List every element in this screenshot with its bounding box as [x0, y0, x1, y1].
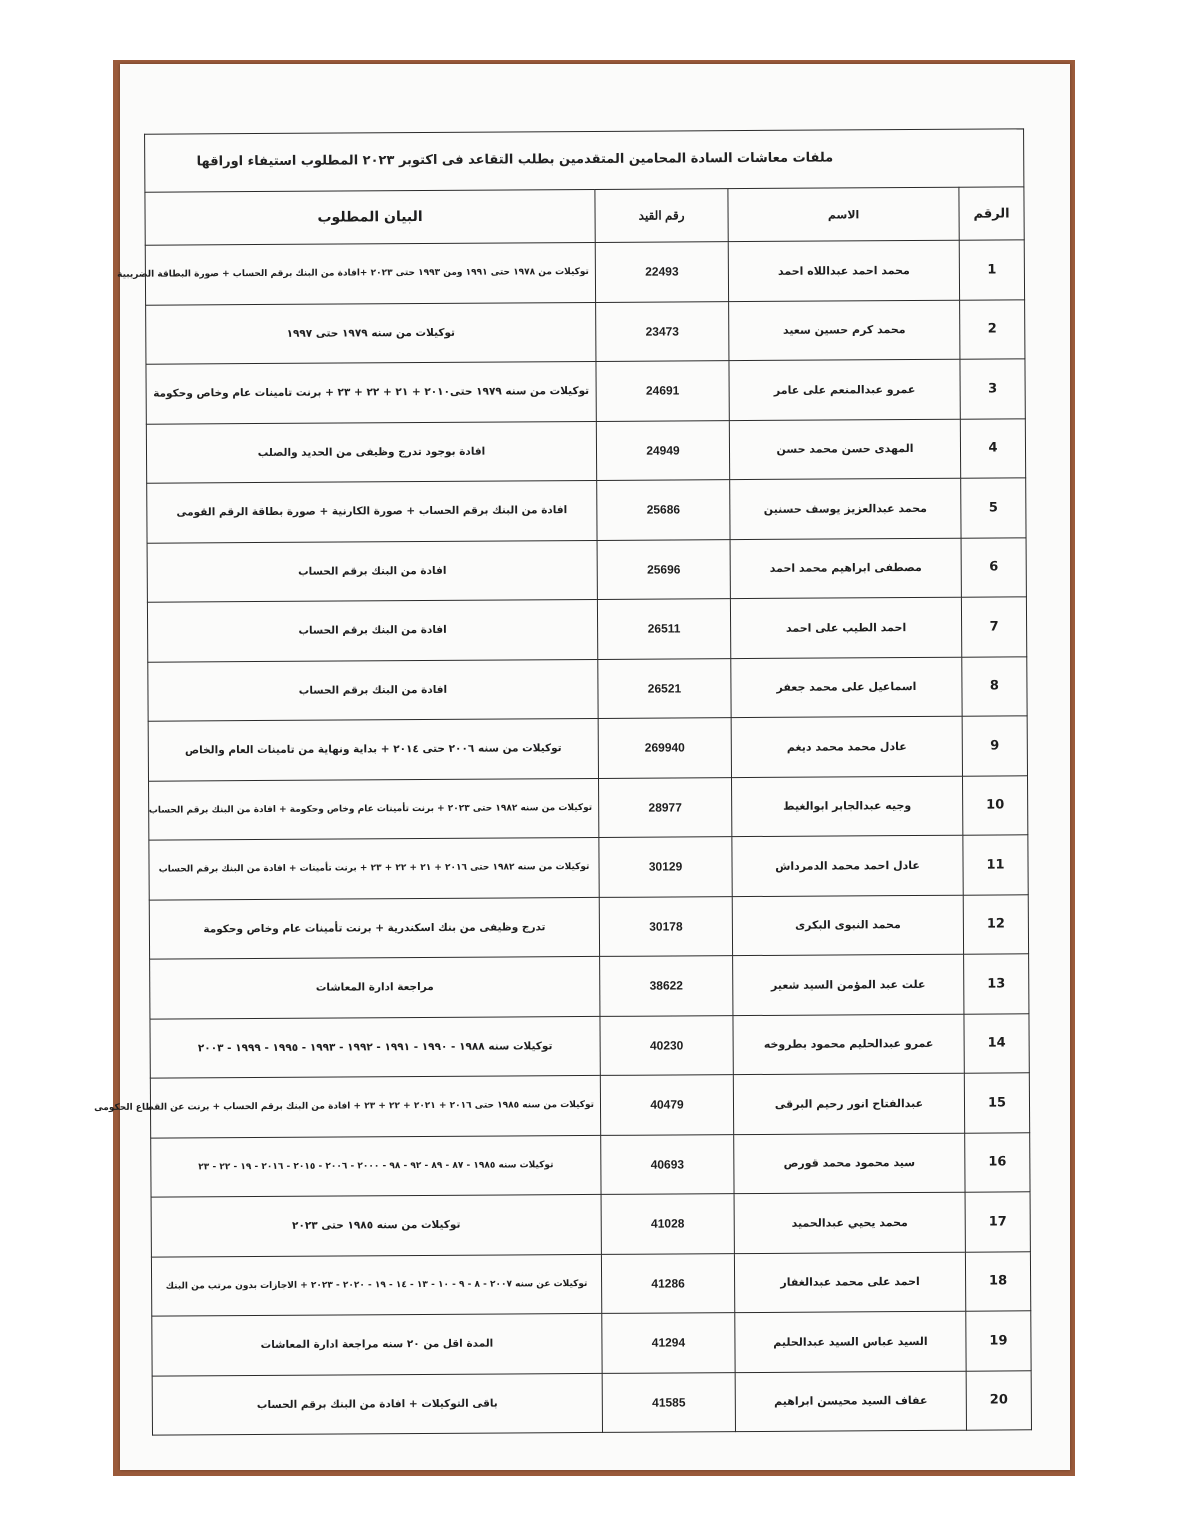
row-registration: 30178: [599, 896, 732, 956]
row-required: توكيلات من سنه ٢٠٠٦ حتى ٢٠١٤ + بداية ونهاية من تامينات العام والخاص: [148, 718, 598, 780]
table-row: [149, 775, 1028, 840]
row-name: عادل احمد محمد الدمرداش: [732, 835, 963, 896]
header-registration: رقم القيد: [595, 189, 728, 243]
row-number: 6: [961, 537, 1026, 597]
row-registration: 25686: [597, 480, 730, 540]
table-row: [148, 656, 1027, 721]
row-required: توكيلات سنه ١٩٨٥ - ٨٧ - ٨٩ - ٩٢ - ٩٨ - ٢٠٠٠ - ٢٠٠٦ - ٢٠١٥ - ٢٠١٦ - ١٩ - ٢٢ - ٢٣: [151, 1135, 601, 1197]
row-registration: 269940: [598, 718, 731, 778]
table-row: [151, 1132, 1030, 1197]
row-registration: 28977: [598, 777, 731, 837]
row-name: مصطفى ابراهيم محمد احمد: [730, 538, 961, 599]
row-required: تدرج وظيفى من بنك اسكندرية + برنت تأمينات عام وخاص وحكومة: [149, 897, 599, 959]
row-number: 17: [965, 1192, 1030, 1252]
row-required: توكيلات من سنه ١٩٧٩ حتى٢٠١٠ + ٢١ + ٢٢ + ٢٣ + برنت تامينات عام وخاص وحكومة: [146, 361, 596, 423]
row-name: عبدالفتاح انور رحيم البرقى: [733, 1073, 964, 1134]
caption-box: [144, 128, 1024, 191]
row-registration: 25696: [597, 539, 730, 599]
row-number: 10: [962, 775, 1027, 835]
row-number: 13: [964, 954, 1029, 1014]
row-name: احمد الطيب على احمد: [730, 597, 961, 658]
table-row: [150, 1013, 1029, 1078]
row-name: عمرو عبدالمنعم على عامر: [729, 359, 960, 420]
row-registration: 23473: [596, 301, 729, 361]
row-required: توكيلات من ١٩٧٨ حتى ١٩٩١ ومن ١٩٩٣ حتى ٢٠٢٣ +افادة من البنك برقم الحساب + صورة البطاقة الضريبية: [145, 242, 595, 304]
row-name: محمد النبوى البكرى: [732, 895, 963, 956]
header-name: الاسم: [728, 187, 959, 241]
row-number: 8: [962, 656, 1027, 716]
row-required: المدة اقل من ٢٠ سنه مراجعة ادارة المعاشات: [152, 1313, 602, 1375]
row-number: 7: [961, 597, 1026, 657]
row-registration: 24949: [596, 420, 729, 480]
table-row: [151, 1192, 1030, 1257]
table-row: [152, 1311, 1031, 1376]
row-number: 19: [966, 1311, 1031, 1371]
row-registration: 41028: [601, 1194, 734, 1254]
row-name: المهدى حسن محمد حسن: [729, 419, 960, 480]
row-registration: 22493: [595, 242, 728, 302]
row-name: محمد يحيي عبدالحميد: [734, 1192, 965, 1253]
table-header-row: [145, 187, 1024, 245]
table-row: [151, 1251, 1030, 1316]
row-number: 9: [962, 716, 1027, 776]
row-name: محمد عبدالعزيز يوسف حسنين: [730, 478, 961, 539]
table-row: [150, 1073, 1029, 1138]
table-row: [146, 299, 1025, 364]
table-row: [147, 597, 1026, 662]
row-number: 2: [960, 299, 1025, 359]
row-number: 11: [963, 835, 1028, 895]
row-name: محمد كرم حسين سعيد: [729, 300, 960, 361]
row-required: توكيلات من سنه ١٩٧٩ حتى ١٩٩٧: [146, 302, 596, 364]
table-row: [152, 1370, 1031, 1435]
document-sheet: [94, 110, 1032, 1445]
row-required: باقى التوكيلات + افادة من البنك برقم الحساب: [152, 1373, 602, 1435]
table-row: [150, 954, 1029, 1019]
row-required: مراجعة ادارة المعاشات: [150, 956, 600, 1018]
row-registration: 41585: [602, 1372, 735, 1432]
row-registration: 38622: [600, 956, 733, 1016]
table-row: [145, 240, 1024, 305]
row-name: عمرو عبدالحليم محمود بطروخه: [733, 1014, 964, 1075]
row-registration: 26511: [597, 599, 730, 659]
row-name: عادل محمد محمد ديغم: [731, 716, 962, 777]
row-required: توكيلات من سنه ١٩٨٥ حتى ٢٠٢٣: [151, 1194, 601, 1256]
row-registration: 40230: [600, 1015, 733, 1075]
table-row: [149, 835, 1028, 900]
row-number: 12: [963, 894, 1028, 954]
row-name: احمد على محمد عبدالغفار: [734, 1252, 965, 1313]
header-required: البيان المطلوب: [145, 189, 595, 245]
table-row: [146, 359, 1025, 424]
pension-files-table: [94, 186, 1032, 1435]
row-required: توكيلات من سنه ١٩٨٢ حتى ٢٠٢٣ + برنت تأمينات عام وخاص وحكومة + افادة من البنك برقم الحساب: [149, 778, 599, 840]
row-registration: 41294: [602, 1313, 735, 1373]
row-number: 5: [961, 478, 1026, 538]
row-required: افادة من البنك برقم الحساب: [148, 659, 598, 721]
row-required: توكيلات من سنه ١٩٨٢ حتى ٢٠١٦ + ٢١ + ٢٢ + ٢٣ + برنت تأمينات + افادة من البنك برقم الحساب: [149, 837, 599, 899]
row-name: السيد عباس السيد عبدالحليم: [735, 1311, 966, 1372]
row-registration: 40479: [600, 1075, 733, 1135]
row-number: 20: [966, 1370, 1031, 1430]
row-required: توكيلات عن سنه ٢٠٠٧ - ٨ - ٩ - ١٠ - ١٣ - ١٤ - ١٩ - ٢٠٢٠ - ٢٠٢٣ + الاجازات بدون مرتب من البنك: [151, 1254, 601, 1316]
row-number: 15: [964, 1073, 1029, 1133]
table-row: [148, 716, 1027, 781]
row-required: افادة من البنك برقم الحساب: [147, 540, 597, 602]
row-number: 4: [960, 418, 1025, 478]
page-title: ملفات معاشات السادة المحامين المتقدمين بطلب التقاعد فى اكتوبر ٢٠٢٣ المطلوب استيفاء اوراقها: [196, 150, 834, 170]
row-number: 18: [965, 1251, 1030, 1311]
row-name: علت عبد المؤمن السيد شعير: [733, 954, 964, 1015]
row-registration: 24691: [596, 361, 729, 421]
row-number: 3: [960, 359, 1025, 419]
row-required: توكيلات من سنه ١٩٨٥ حتى ٢٠١٦ + ٢٠٢١ + ٢٢ + ٢٣ + افادة من البنك برقم الحساب + برنت عن القطاع الحكومى: [150, 1075, 600, 1137]
row-required: افادة من البنك برقم الحساب: [147, 599, 597, 661]
row-registration: 30129: [599, 837, 732, 897]
row-registration: 26521: [598, 658, 731, 718]
header-number: الرقم: [959, 187, 1024, 240]
row-name: وجيه عبدالجابر ابوالغيط: [731, 776, 962, 837]
row-registration: 40693: [601, 1134, 734, 1194]
row-required: افادة من البنك برقم الحساب + صورة الكارنية + صورة بطاقة الرقم القومى: [147, 480, 597, 542]
row-number: 16: [965, 1132, 1030, 1192]
row-number: 14: [964, 1013, 1029, 1073]
row-required: توكيلات سنه ١٩٨٨ - ١٩٩٠ - ١٩٩١ - ١٩٩٢ - ١٩٩٣ - ١٩٩٥ - ١٩٩٩ - ٢٠٠٣: [150, 1016, 600, 1078]
row-name: عفاف السيد محيسن ابراهيم: [735, 1371, 966, 1432]
row-name: اسماعيل على محمد جعفر: [731, 657, 962, 718]
table-row: [146, 418, 1025, 483]
row-required: افادة بوجود تدرج وظيفى من الحديد والصلب: [146, 421, 596, 483]
table-row: [147, 478, 1026, 543]
table-row: [147, 537, 1026, 602]
row-registration: 41286: [601, 1253, 734, 1313]
row-name: محمد احمد عبداللاه احمد: [728, 240, 959, 301]
table-row: [149, 894, 1028, 959]
row-number: 1: [959, 240, 1024, 300]
row-name: سيد محمود محمد قورص: [734, 1133, 965, 1194]
